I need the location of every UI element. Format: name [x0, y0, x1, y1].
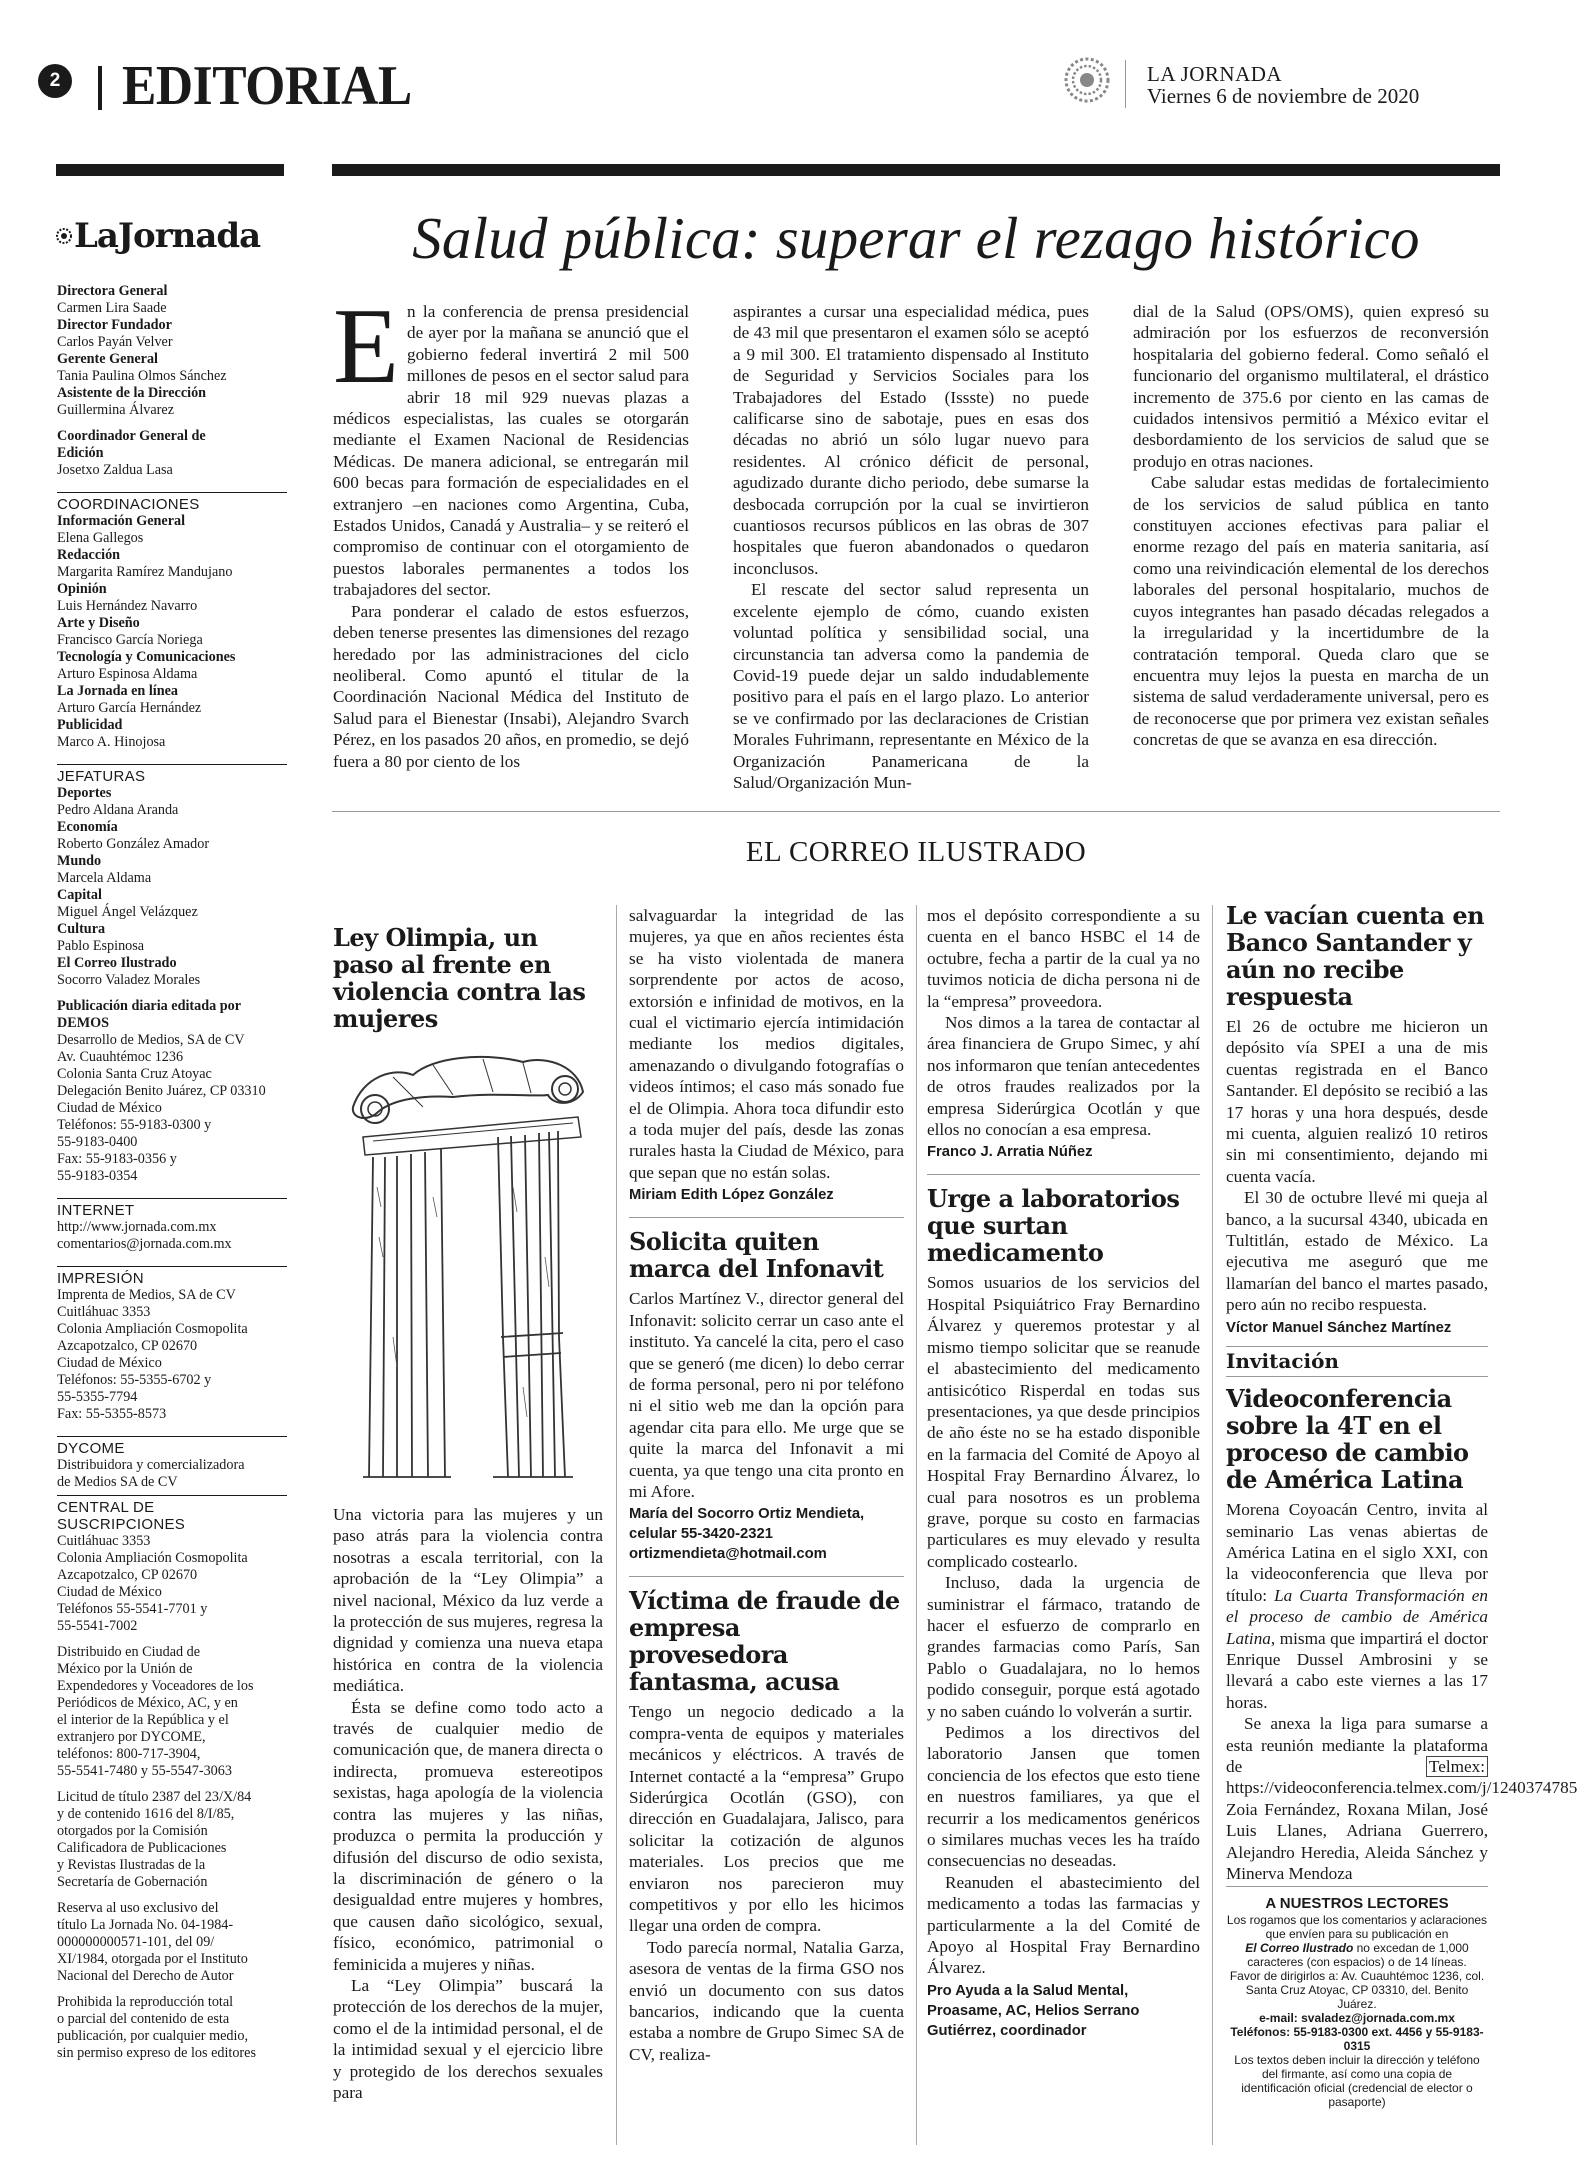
lecture-title: La Cuarta Transformación en el proceso de cambio de América Latina [1226, 1585, 1488, 1648]
column-rule [916, 905, 917, 2145]
telmex-label: Telmex: [1426, 1756, 1488, 1777]
staff-line: Colonia Santa Cruz Atoyac [57, 1066, 212, 1082]
staff-line: Arturo García Hernández [57, 700, 202, 716]
staff-role: Mundo [57, 853, 102, 869]
staff-line: 55-5355-7794 [57, 1389, 138, 1405]
staff-line: Teléfonos 55-5541-7701 y [57, 1601, 208, 1617]
staff-line: Elena Gallegos [57, 530, 144, 546]
staff-line: 55-9183-0354 [57, 1168, 138, 1184]
staff-line: Reserva al uso exclusivo del [57, 1900, 219, 1916]
staff-line: el interior de la República y el [57, 1712, 229, 1728]
staff-line: teléfonos: 800-717-3904, [57, 1746, 201, 1762]
staff-line: 55-9183-0400 [57, 1134, 138, 1150]
editorial-paragraph: En la conferencia de prensa presidencial de ayer por la mañana se anunció que el gobierno federal invertirá 2 mil 500 millones de pesos en el sector salud para abrir 18 mil 929 nuevas plazas a médicos especialistas, las cuales se otorgarán mediante el Examen Nacional de Residencias Médicas. De manera adicional, se entregarán mil 600 becas para formación de especialidades en el extranjero –en naciones como Argentina, Cuba, Estados Unidos, Canadá y Australia– y se reiteró el compromiso de continuar con el otorgamiento de puestos laborales permanentes a todos los trabajadores del sector. [333, 287, 689, 600]
spacer [57, 1985, 287, 1994]
column-rule [1212, 905, 1213, 2145]
letter-column-d [1226, 901, 1577, 1884]
spacer [57, 1423, 287, 1432]
staff-role: Directora General [57, 283, 168, 299]
letter-signature: María del Socorro Ortiz Mendieta, celular 55-3420-2321 ortizmendieta@hotmail.com [629, 1506, 865, 1563]
letter-signature: Víctor Manuel Sánchez Martínez [1226, 1319, 1452, 1336]
staff-line: Pedro Aldana Aranda [57, 802, 179, 818]
section-divider [332, 811, 1500, 812]
staff-section-header: JEFATURAS [57, 764, 287, 785]
staff-line: Delegación Benito Juárez, CP 03310 [57, 1083, 266, 1099]
staff-line: México por la Unión de [57, 1661, 193, 1677]
notice-divider [1226, 1886, 1488, 1887]
staff-line: Carmen Lira Saade [57, 300, 167, 316]
readers-notice-title: A NUESTROS LECTORES [1265, 1895, 1449, 1912]
staff-line: Tania Paulina Olmos Sánchez [57, 368, 227, 384]
brand-sun-icon [56, 228, 72, 244]
letter-title: Solicita quiten marca del Infonavit [629, 1227, 884, 1284]
sun-logo-icon [1063, 56, 1111, 104]
spacer [57, 989, 287, 998]
staff-section-header: IMPRESIÓN [57, 1266, 287, 1287]
staff-role: Opinión [57, 581, 107, 597]
staff-role: La Jornada en línea [57, 683, 179, 699]
staff-role: Deportes [57, 785, 112, 801]
staff-line: Fax: 55-9183-0356 y [57, 1151, 177, 1167]
staff-line: Fax: 55-5355-8573 [57, 1406, 167, 1422]
staff-role: Información General [57, 513, 186, 529]
column-rule [616, 905, 617, 2145]
staff-line: Prohibida la reproducción total [57, 1994, 234, 2010]
section-title: EDITORIAL [122, 55, 412, 117]
letter-paragraph: La “Ley Olimpia” buscará la protección de los derechos de la mujer, como el de la intimidad personal, el de la intimidad sexual y el ejercicio libre y protegido de los derechos sexuales para [333, 1975, 603, 2102]
letter-divider [629, 1217, 904, 1218]
letter-paragraph: Tengo un negocio dedicado a la compra-venta de equipos y materiales mecánicos y eléctricos. A través de Internet contacté a la “empresa” Grupo Siderúrgica Ocotlán (GSO), con dirección en Guadalajara, Jalisco, para solicitar la cotización de algunos materiales. Los precios que me enviaron nos parecieron muy competitivos y por ello les hicimos llegar una orden de compra. [629, 1702, 904, 1936]
videoconference-link[interactable]: https://videoconferencia.telmex.com/j/1240374785 [1226, 1778, 1577, 1798]
staff-line: Expendedores y Voceadores de los [57, 1678, 254, 1694]
letter-column-b [629, 905, 904, 2065]
letter-paragraph: Todo parecía normal, Natalia Garza, asesora de ventas de la firma GSO nos envió un documento con sus datos bancarios, indicando que la cuenta estaba a nombre de Grupo Simec SA de CV, realiza- [629, 1937, 904, 2064]
staff-role: Capital [57, 887, 102, 903]
letter-paragraph: Incluso, dada la urgencia de suministrar el fármaco, tratando de hacer el esfuerzo de comprarlo en grandes farmacias como París, San Pablo o Guadalajara, no lo hemos podido conseguir, porque está agotado y no saben cuándo lo volverán a surtir. [927, 1573, 1200, 1721]
staff-line: otorgados por la Comisión [57, 1823, 208, 1839]
notice-text: Los rogamos que los comentarios y aclaraciones que envíen para su publicación en [1226, 1913, 1488, 1941]
staff-role: Cultura [57, 921, 106, 937]
notice-text: Los textos deben incluir la dirección y teléfono del firmante, así como una copia de identificación oficial (credencial de elector o pasaporte) [1234, 2053, 1480, 2109]
editorial-headline: Salud pública: superar el rezago histórico [412, 205, 1420, 271]
notice-text: El Correo Ilustrado no excedan de 1,000 caracteres (con espacios) o de 14 líneas. [1245, 1941, 1469, 1969]
editorial-top-bar [332, 164, 1500, 176]
editorial-paragraph: aspirantes a cursar una especialidad médica, pues de 43 mil que presentaron el examen sólo se aceptó a 9 mil 300. El tratamiento dispensado al Instituto de Seguridad y Servicios Sociales para los Trabajadores del Estado (Issste) no puede calificarse sino de sabotaje, pues en esas dos décadas no abrió un sólo lugar nuevo para residentes. Al crónico déficit de personal, agudizado durante dicho periodo, debe sumarse la desbocada corrupción por la cual se invirtieron cuantiosos recursos públicos en las obras de 307 hospitales que fueron abandonados o quedaron inconclusos. [733, 302, 1089, 578]
staff-role: Publicación diaria editada por [57, 998, 242, 1014]
letter-title: Le vacían cuenta en Banco Santander y aún no recibe respuesta [1226, 901, 1485, 1011]
brand-logo [56, 216, 260, 256]
letter-paragraph: Se anexa la liga para sumarse a esta reunión mediante la plataforma de Telmex: https://videoconferencia.telmex.com/j/1240374785 [1226, 1714, 1577, 1798]
staff-role: Tecnología y Comunicaciones [57, 649, 236, 665]
staff-role: Director Fundador [57, 317, 172, 333]
staff-role: Arte y Diseño [57, 615, 140, 631]
staff-line: Marco A. Hinojosa [57, 734, 166, 750]
letter-signature: Miriam Edith López González [629, 1187, 834, 1204]
letter-paragraph: El 30 de octubre llevé mi queja al banco, a la sucursal 4340, ubicada en Tultitlán, estado de México. La ejecutiva me aseguró que me llamarían del banco el martes pasado, pero aún no recibo respuesta. [1226, 1188, 1488, 1315]
staff-line: XI/1984, otorgada por el Instituto [57, 1951, 248, 1967]
staff-line: Roberto González Amador [57, 836, 210, 852]
editorial-paragraph: El rescate del sector salud representa un excelente ejemplo de cómo, cuando existen voluntad política y sensibilidad social, una circunstancia tan adversa como la pandemia de Covid-19 puede dejar un saldo indudablemente positivo para el país en el largo plazo. Lo anterior se ve confirmado por las declaraciones de Cristian Morales Fuhrimann, representante en México de la Organización Panamericana de la Salud/Organización Mun- [733, 580, 1089, 792]
staff-line: 000000000571-101, del 09/ [57, 1934, 215, 1950]
staff-role: Asistente de la Dirección [57, 385, 207, 401]
staff-directory [57, 283, 287, 2062]
page-number: 2 [38, 64, 72, 98]
staff-line: Distribuido en Ciudad de [57, 1644, 201, 1660]
staff-line: Distribuidora y comercializadora [57, 1457, 245, 1473]
brand-name: LaJornada [74, 216, 261, 256]
spacer [57, 751, 287, 760]
letter-divider [927, 1174, 1200, 1175]
staff-line: Miguel Ángel Velázquez [57, 904, 198, 920]
staff-line: Colonia Ampliación Cosmopolita [57, 1550, 248, 1566]
staff-role: Edición [57, 445, 104, 461]
staff-line: Ciudad de México [57, 1355, 162, 1371]
staff-line: Periódicos de México, AC, y en [57, 1695, 238, 1711]
staff-line: Teléfonos: 55-5355-6702 y [57, 1372, 212, 1388]
staff-line: Margarita Ramírez Mandujano [57, 564, 233, 580]
letter-paragraph: Morena Coyoacán Centro, invita al seminario Las venas abiertas de América Latina en el siglo XXI, con la videoconferencia que lleva por título: La Cuarta Transformación en el proceso de cambio de América Latina, misma que impartirá el doctor Enrique Dussel Ambrosini y se llevará a cabo este viernes a las 17 horas. [1226, 1500, 1488, 1712]
letter-paragraph: mos el depósito correspondiente a su cuenta en el banco HSBC el 14 de octubre, fecha a partir de la cual ya no tuvimos noticia de dicha persona ni de la “empresa” proveedora. [927, 906, 1200, 1011]
notice-email[interactable]: e-mail: svaladez@jornada.com.mx [1259, 2011, 1455, 2025]
letter-paragraph: Ésta se define como todo acto a través de cualquier medio de comunicación que, de manera directa o indirecta, promueva estereotipos sexistas, haga apología de la violencia contra las mujeres y las niñas, produzca o permita la producción y difusión del discurso de odio sexista, la discriminación de género o la desigualdad entre mujeres y hombres, que causen daño sicológico, sexual, físico, económico, patrimonial o feminicida a mujeres y niñas. [333, 1697, 603, 1974]
readers-notice [1226, 1897, 1488, 2109]
letter-signature: Franco J. Arratia Núñez [927, 1144, 1093, 1161]
letter-title: Urge a laboratorios que surtan medicamento [927, 1184, 1180, 1268]
correo-section-title: EL CORREO ILUSTRADO [745, 836, 1087, 868]
letter-ley-olimpia-body [333, 1504, 603, 2103]
letter-paragraph: Pedimos a los directivos del laboratorio Jansen que tomen conciencia de los efectos que esto tiene en nuestros familiares, ya que el recurrir a los medicamentos genéricos o similares muchas veces les ha traído consecuencias no deseadas. [927, 1723, 1200, 1871]
letter-paragraph: Una victoria para las mujeres y un paso atrás para la violencia contra nosotras a escala territorial, con la aprobación de la “Ley Olimpia” a nivel nacional, México da luz verde a la protección de sus mujeres, regresa la dignidad y comienza una nueva etapa histórica en contra de la violencia mediática. [333, 1505, 603, 1696]
staff-line: título La Jornada No. 04-1984- [57, 1917, 234, 1933]
staff-line: Desarrollo de Medios, SA de CV [57, 1032, 245, 1048]
invitation-label: Invitación [1226, 1348, 1339, 1373]
letter-signature: Pro Ayuda a la Salud Mental, Proasame, AC, Helios Serrano Gutiérrez, coordinador [927, 1982, 1140, 2039]
letter-title: Víctima de fraude de empresa provesedora fantasma, acusa [629, 1586, 900, 1697]
letter-paragraph: El 26 de octubre me hicieron un depósito vía SPEI a una de mis cuentas registrada en el Banco Santander. El depósito se recibió a las 17 horas y una hora después, desde mi cuenta, alguien realizó 10 retiros sin mi consentimiento, dejando mi cuenta vacía. [1226, 1017, 1488, 1186]
letter-divider [629, 1576, 904, 1577]
editorial-column-1 [333, 287, 689, 772]
staff-line: Nacional del Derecho de Autor [57, 1968, 234, 1984]
staff-role: Economía [57, 819, 118, 835]
staff-line: Azcapotzalco, CP 02670 [57, 1567, 198, 1583]
staff-line: extranjero por DYCOME, [57, 1729, 206, 1745]
staff-line: de Medios SA de CV [57, 1474, 178, 1490]
letter-paragraph: Somos usuarios de los servicios del Hospital Psiquiátrico Fray Bernardino Álvarez y queremos protestar y al mismo tiempo solicitar que se reanude el abastecimiento del medicamento antisicótico Risperdal en todas sus presentaciones, ya que desde principios de año éste no se ha estado disponible en la farmacia del Comité de Apoyo al Hospital Fray Bernardino Álvarez, lo cual para nosotros es un problema grave, porque su costo en farmacias particulares es muy elevado y resulta complicado costearlo. [927, 1273, 1200, 1571]
staff-line: Ciudad de México [57, 1100, 162, 1116]
staff-line: Licitud de título 2387 del 23/X/84 [57, 1789, 252, 1805]
spacer [57, 1635, 287, 1644]
letter-column-c [927, 905, 1200, 2041]
letter-ley-olimpia [333, 924, 603, 1038]
staff-role: DEMOS [57, 1015, 110, 1031]
notice-phones: Teléfonos: 55-9183-0300 ext. 4456 y 55-9183-0315 [1230, 2025, 1484, 2053]
staff-role: Publicidad [57, 717, 123, 733]
masthead-divider [1125, 60, 1126, 108]
staff-line: 55-5541-7480 y 55-5547-3063 [57, 1763, 232, 1779]
letter-paragraph: Carlos Martínez V., director general del Infonavit: solicito cerrar un caso ante el instituto. Ya cancelé la cita, pero el caso que se generó (me dicen) lo debo cerrar de forma personal, pero ni por teléfono ni el sitio web me dan la opción para agendar cita para ello. Me urge que se quite la marca del Infonavit a mi cuenta, ya que tengo una cita pronto en mi Afore. [629, 1289, 904, 1501]
staff-line: Carlos Payán Velver [57, 334, 173, 350]
staff-line: y de contenido 1616 del 8/I/85, [57, 1806, 235, 1822]
staff-section-header: COORDINACIONES [57, 492, 287, 513]
spacer [57, 1780, 287, 1789]
letter-divider [1226, 1346, 1488, 1347]
staff-line: 55-5541-7002 [57, 1618, 138, 1634]
staff-line: Azcapotzalco, CP 02670 [57, 1338, 198, 1354]
letter-signature-names: Zoia Fernández, Roxana Milan, José Luis Llanes, Adriana Guerrero, Alejandro Heredia, Aleida Sánchez y Minerva Mendoza [1226, 1799, 1488, 1883]
staff-line: publicación, por cualquier medio, [57, 2028, 249, 2044]
editorial-column-3 [1133, 301, 1489, 751]
letter-title: Videoconferencia sobre la 4T en el proceso de cambio de América Latina [1226, 1384, 1469, 1495]
staff-line: Av. Cuauhtémoc 1236 [57, 1049, 184, 1065]
staff-line: http://www.jornada.com.mx [57, 1219, 217, 1235]
staff-role: Gerente General [57, 351, 158, 367]
editorial-column-2 [733, 301, 1089, 793]
staff-line: o parcial del contenido de esta [57, 2011, 230, 2027]
editorial-paragraph: dial de la Salud (OPS/OMS), quien expresó su admiración por los esfuerzos de reconversión hospitalaria del gobierno federal. Como señaló el funcionario del organismo multilateral, el drástico incremento de 375.6 por ciento en las camas de cuidados intensivos permitió a México evitar el desbordamiento de los servicios de salud que se produjo en otras naciones. [1133, 302, 1489, 471]
spacer [57, 479, 287, 488]
staff-role: Coordinador General de [57, 428, 206, 444]
letter-paragraph: Nos dimos a la tarea de contactar al área financiera de Grupo Simec, y ahí nos informaron que tenían antecedentes de otros fraudes realizados por la empresa Siderúrgica Ocotlán y que ellos no conocían a esa empresa. [927, 1013, 1200, 1140]
masthead-name: LA JORNADA [1147, 62, 1283, 86]
letter-paragraph: Reanuden el abastecimiento del medicamento a todas las farmacias y particularmente a la del Comité de Apoyo al Hospital Fray Bernardino Álvarez. [927, 1872, 1200, 1978]
spacer [57, 1185, 287, 1194]
letter-divider [1226, 1376, 1488, 1377]
staff-line: Francisco García Noriega [57, 632, 203, 648]
spacer [57, 1253, 287, 1262]
drop-cap: E [333, 287, 399, 406]
column-illustration [333, 1037, 600, 1493]
staff-line: Calificadora de Publicaciones [57, 1840, 227, 1856]
staff-line: Colonia Ampliación Cosmopolita [57, 1321, 248, 1337]
staff-line: Josetxo Zaldua Lasa [57, 462, 173, 478]
spacer [57, 419, 287, 428]
staff-line: Imprenta de Medios, SA de CV [57, 1287, 236, 1303]
notice-text: Favor de dirigirlos a: Av. Cuauhtémoc 1236, col. Santa Cruz Atoyac, CP 03310, del. Benito Juárez. [1229, 1969, 1485, 2011]
editorial-paragraph: Cabe saludar estas medidas de fortalecimiento de los servicios de salud pública en tanto constituyen acciones efectivas para paliar el enorme rezago del país en materia sanitaria, así como una reivindicación elemental de los derechos laborales del personal hospitalario, muchos de cuyos integrantes han pasado décadas relegados a la irregularidad y la incertidumbre de la contratación temporal. Queda claro que se encuentra muy lejos la puesta en marcha de un sistema de salud verdaderamente universal, pero es de reconocerse que por primera vez existan señales concretas de que se avanza en esa dirección. [1133, 473, 1489, 750]
sidebar-top-bar [56, 164, 284, 176]
staff-section-header: CENTRAL DE SUSCRIPCIONES [57, 1495, 287, 1533]
staff-line: comentarios@jornada.com.mx [57, 1236, 232, 1252]
issue-date: Viernes 6 de noviembre de 2020 [1147, 84, 1420, 108]
header-divider [98, 66, 102, 110]
staff-line: y Revistas Ilustradas de la [57, 1857, 206, 1873]
staff-line: Ciudad de México [57, 1584, 162, 1600]
staff-section-header: DYCOME [57, 1436, 287, 1457]
staff-line: Cuitláhuac 3353 [57, 1304, 151, 1320]
staff-line: Marcela Aldama [57, 870, 152, 886]
editorial-paragraph: Para ponderar el calado de estos esfuerzos, deben tenerse presentes las dimensiones del rezago heredado por las administraciones del ciclo neoliberal. Como apuntó el titular de la Coordinación Nacional Médica del Instituto de Salud para el Bienestar (Insabi), Alejandro Svarch Pérez, en los pasados 20 años, en promedio, se dejó fuera a 80 por ciento de los [333, 601, 689, 771]
staff-line: Pablo Espinosa [57, 938, 145, 954]
staff-line: Teléfonos: 55-9183-0300 y [57, 1117, 212, 1133]
staff-role: El Correo Ilustrado [57, 955, 177, 971]
staff-role: Redacción [57, 547, 121, 563]
staff-line: Cuitláhuac 3353 [57, 1533, 151, 1549]
letter-paragraph: salvaguardar la integridad de las mujeres, ya que en años recientes ésta se ha visto violentada de manera sorprendente por actos de acoso, extorsión e infinidad de motivos, en la cual el victimario ejercía intimidación mediante los medios digitales, amenazando o divulgando fotografías o videos íntimos; el caso más sonado fue el de Olimpia. Ahora toca difundir esto a toda mujer del país, desde las zonas rurales hasta la Ciudad de México, para que sepan que no están solas. [629, 906, 904, 1182]
staff-section-header: INTERNET [57, 1198, 287, 1219]
staff-line: Secretaría de Gobernación [57, 1874, 208, 1890]
staff-line: Socorro Valadez Morales [57, 972, 201, 988]
staff-line: sin permiso expreso de los editores [57, 2045, 256, 2061]
staff-line: Luis Hernández Navarro [57, 598, 198, 614]
staff-line: Guillermina Álvarez [57, 402, 174, 418]
staff-line: Arturo Espinosa Aldama [57, 666, 198, 682]
letter-title: Ley Olimpia, un paso al frente en violencia contra las mujeres [333, 923, 586, 1033]
spacer [57, 1891, 287, 1900]
